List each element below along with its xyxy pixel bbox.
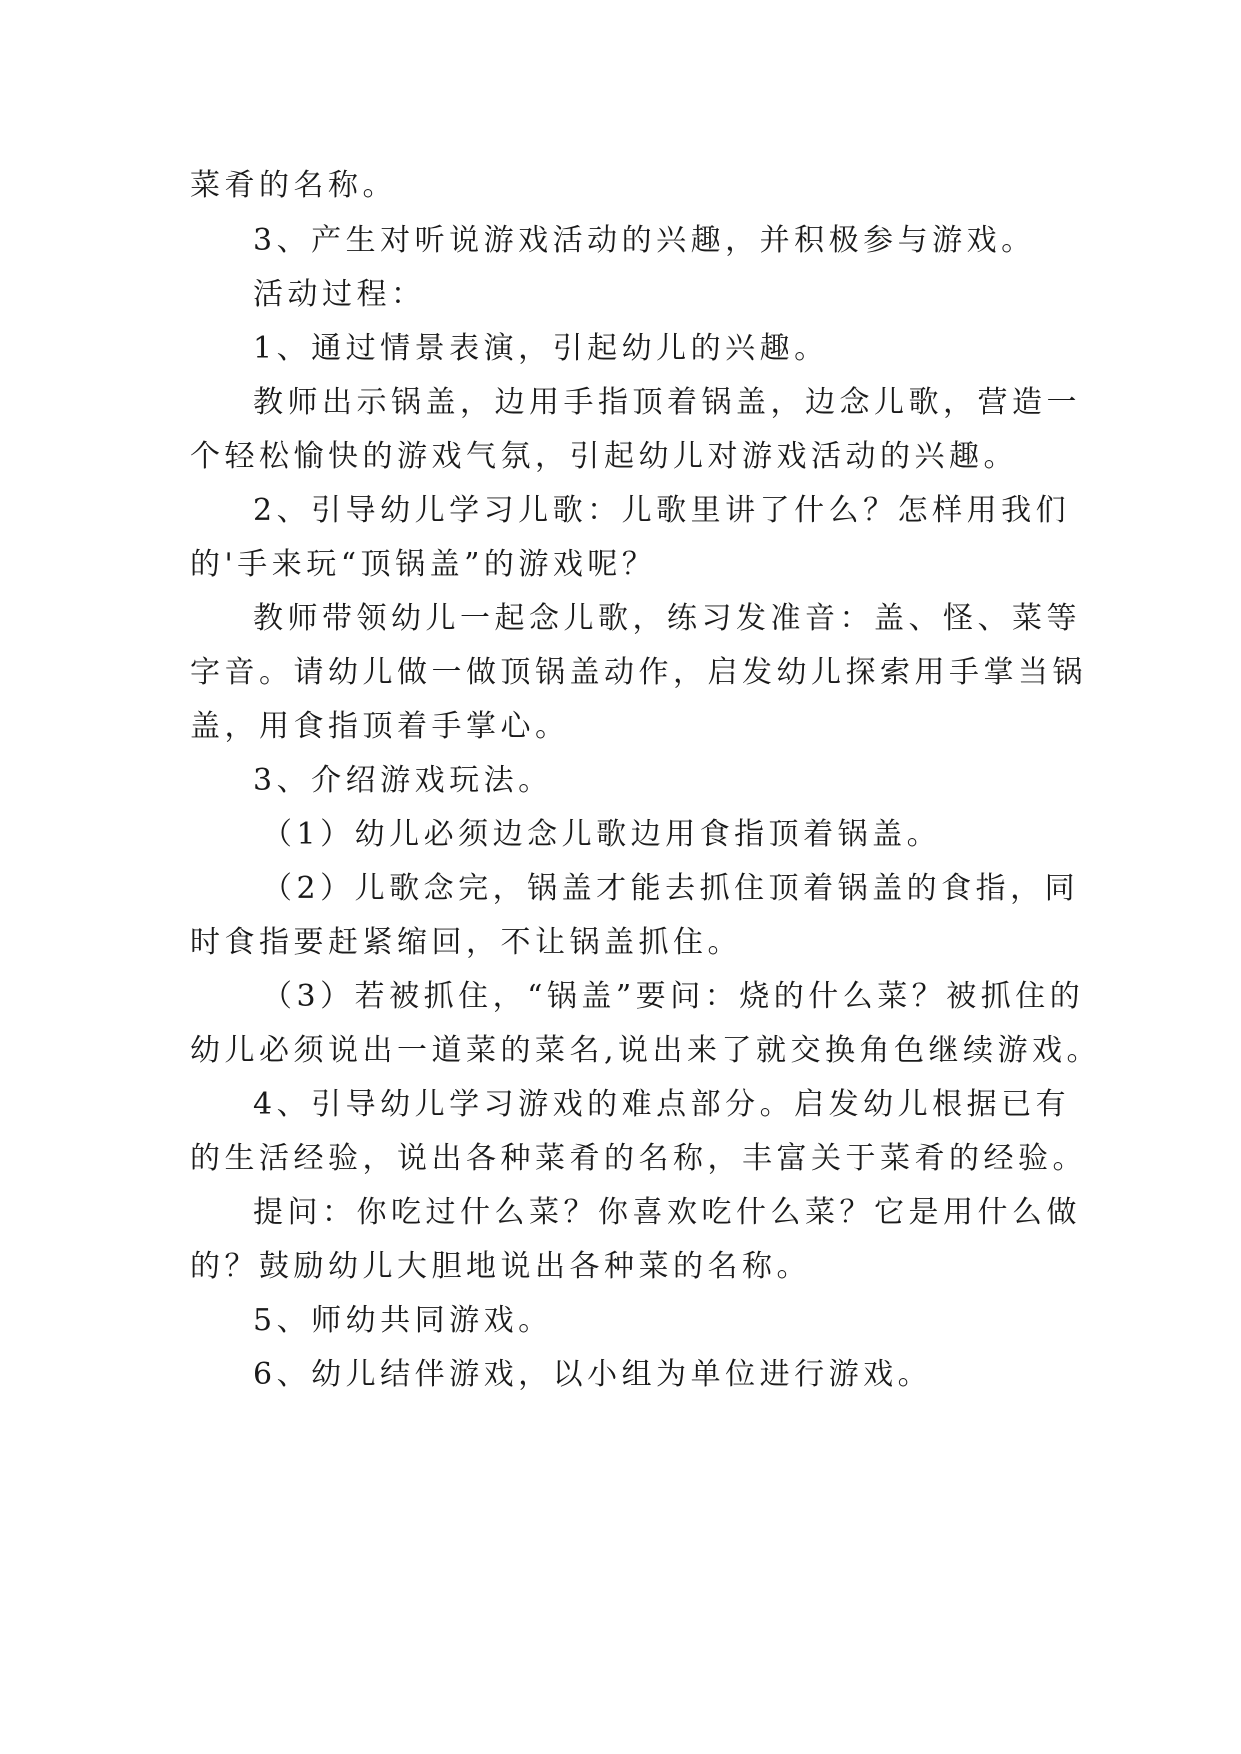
text-line: 时食指要赶紧缩回，不让锅盖抓住。 [190,925,742,960]
text-line: （3）若被抓住，“锅盖”要问：烧的什么菜？被抓住的 [262,979,1085,1014]
text-line: 3、产生对听说游戏活动的兴趣，并积极参与游戏。 [253,223,1036,258]
text-line: 2、引导幼儿学习儿歌：儿歌里讲了什么？怎样用我们 [253,493,1071,528]
text-line: 教师出示锅盖，边用手指顶着锅盖，边念儿歌，营造一 [253,385,1081,420]
text-line: 的'手来玩“顶锅盖”的游戏呢？ [190,547,657,582]
text-line: 字音。请幼儿做一做顶锅盖动作，启发幼儿探索用手掌当锅 [190,655,1087,690]
text-line: （1）幼儿必须边念儿歌边用食指顶着锅盖。 [262,817,942,852]
text-line: 6、幼儿结伴游戏，以小组为单位进行游戏。 [253,1357,933,1392]
text-line: 盖，用食指顶着手掌心。 [190,709,570,744]
text-line: 菜肴的名称。 [190,168,397,203]
text-line: 的生活经验，说出各种菜肴的名称，丰富关于菜肴的经验。 [190,1141,1087,1176]
text-line: 活动过程： [253,277,426,312]
text-line: 个轻松愉快的游戏气氛，引起幼儿对游戏活动的兴趣。 [190,439,1018,474]
text-line: 3、介绍游戏玩法。 [253,763,553,798]
text-line: 4、引导幼儿学习游戏的难点部分。启发幼儿根据已有 [253,1087,1071,1122]
text-line: 5、师幼共同游戏。 [253,1303,553,1338]
text-line: （2）儿歌念完，锅盖才能去抓住顶着锅盖的食指，同 [262,871,1080,906]
text-line: 的？鼓励幼儿大胆地说出各种菜的名称。 [190,1249,811,1284]
text-line: 1、通过情景表演，引起幼儿的兴趣。 [253,331,829,366]
text-line: 提问：你吃过什么菜？你喜欢吃什么菜？它是用什么做 [253,1195,1081,1230]
text-line: 教师带领幼儿一起念儿歌，练习发准音：盖、怪、菜等 [253,601,1081,636]
text-line: 幼儿必须说出一道菜的菜名,说出来了就交换角色继续游戏。 [190,1033,1102,1068]
